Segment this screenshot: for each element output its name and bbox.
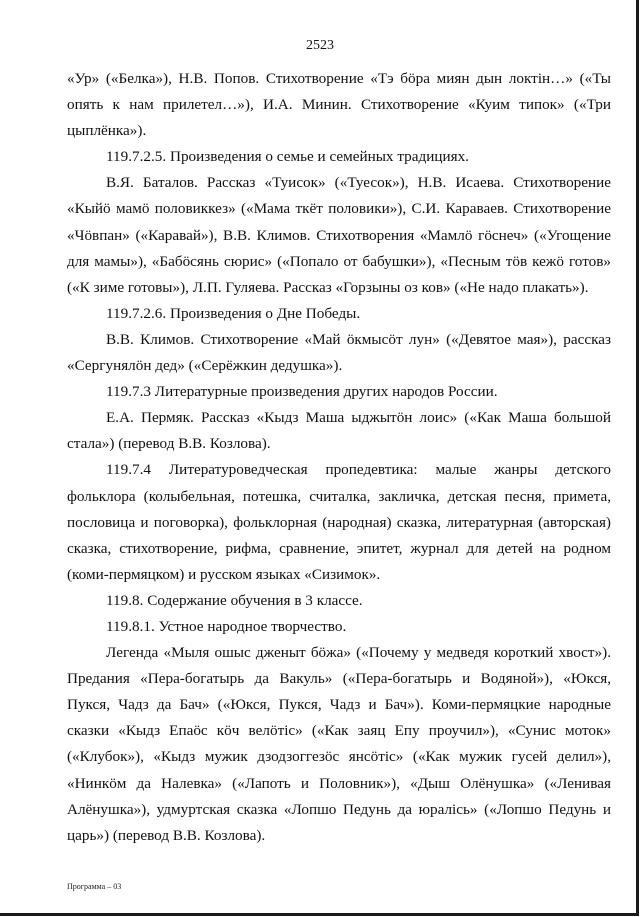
paragraph: 119.7.3 Литературные произведения других народов России.: [106, 383, 498, 401]
paragraph: 119.8.1. Устное народное творчество.: [106, 617, 347, 635]
paragraph: В.В. Климов. Стихотворение «Май ӧкмысӧт лун» («Девятое мая»), рассказ «Сергунялӧн дед» («Серёжкин дедушка»).: [67, 330, 611, 375]
footer-label: Программа – 03: [67, 882, 122, 891]
paragraph: 119.7.4 Литературоведческая пропедевтика: малые жанры детского фольклора (колыбельная, потешка, считалка, закличка, детская песня, примета, пословица и поговорка), фольклорная (народная) сказка, литературная (авторская) сказка, стихотворение, рифма, сравнение, эпитет, журнал для детей на родном (коми-пермяцком) и русском языках «Сизимок».: [67, 461, 611, 583]
paragraph: 119.7.2.5. Произведения о семье и семейных традициях.: [106, 148, 469, 166]
paragraph: Е.А. Пермяк. Рассказ «Кыдз Маша ыджытӧн лоис» («Как Маша большой стала») (перевод В.В. Козлова).: [67, 409, 611, 453]
paragraph: В.Я. Баталов. Рассказ «Туисок» («Туесок»), Н.В. Исаева. Стихотворение «Кыйӧ мамӧ половиккез» («Мама ткёт половики»), С.И. Караваев. Стихотворение «Чӧвпан» («Каравай»), В.В. Климов. Стихотворения «Мамлӧ гӧснеч» («Угощение для мамы»), «Бабӧсянь сюрис» («Попало от бабушки»), «Песным тӧв кежӧ готов» («К зиме готовы»), Л.П. Гуляева. Рассказ «Горзыны оз ков» («Не надо плакать»).: [67, 174, 611, 296]
page-number: 2523: [306, 38, 334, 53]
paragraph: 119.8. Содержание обучения в 3 классе.: [106, 591, 363, 609]
document-body: [67, 66, 611, 849]
paragraph: 119.7.2.6. Произведения о Дне Победы.: [106, 304, 361, 322]
paragraph: «Ур» («Белка»), Н.В. Попов. Стихотворение «Тэ бӧра миян дын локтін…» («Ты опять к нам прилетел…»), И.А. Минин. Стихотворение «Куим типок» («Три цыплёнка»).: [67, 70, 611, 140]
paragraph: Легенда «Мыля ошыс дженыт бӧжа» («Почему у медведя короткий хвост»). Предания «Пера-богатырь да Вакуль» («Пера-богатырь и Водяной»), «Юкся, Пукся, Чадз да Бач» («Юкся, Пукся, Чадз и Бач»). Коми-пермяцкие народные сказки «Кыдз Епаӧс кӧч вeлӧтiс» («Как заяц Епу проучил»), «Сунис моток» («Клубок»), «Кыдз мужик дзодзоггезӧс янсӧтіс» («Как мужик гусей делил»), «Нинкӧм да Налевка» («Лапоть и Половник»), «Дыш Олёнушка» («Ленивая Алёнушка»), удмуртская сказка «Лопшо Педунь да юралiсь» («Лопшо Педунь и царь») (перевод В.В. Козлова).: [67, 644, 611, 844]
